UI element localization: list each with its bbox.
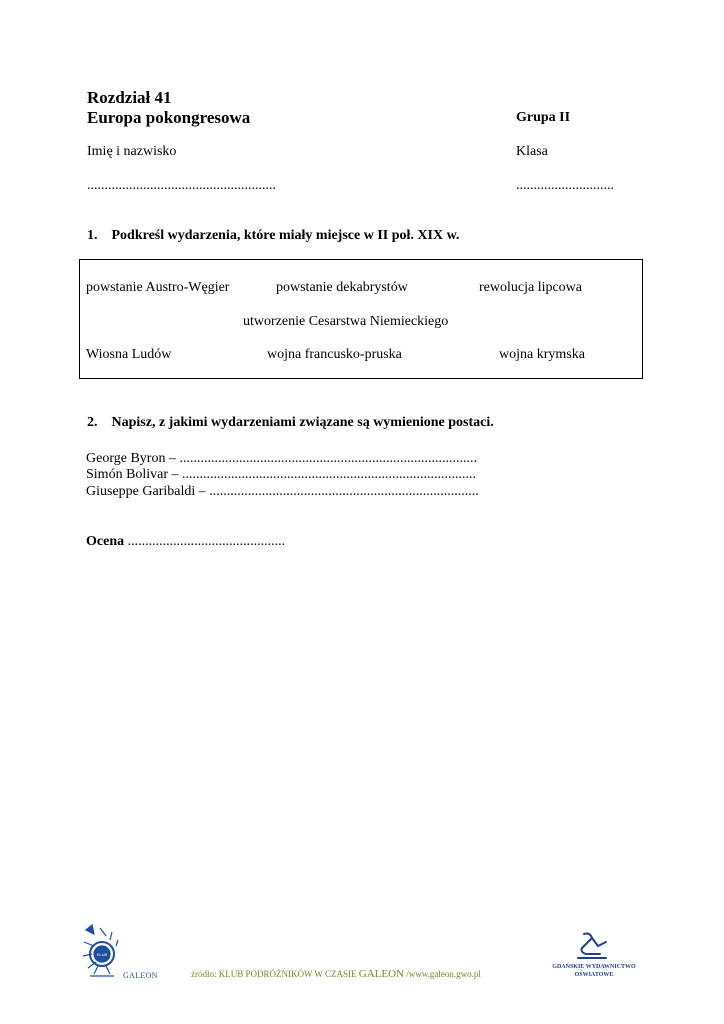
gwo-pelican-icon bbox=[572, 930, 612, 962]
group-label: Grupa II bbox=[516, 110, 571, 125]
gwo-logo bbox=[572, 930, 612, 962]
name-label: Imię i nazwisko bbox=[87, 144, 177, 159]
name-dotted-line: ...................................................... bbox=[87, 178, 276, 193]
event-item: utworzenie Cesarstwa Niemieckiego bbox=[243, 314, 449, 329]
task1-heading: 1. Podkreśl wydarzenia, które miały miejsce w II poł. XIX w. bbox=[87, 228, 460, 243]
person-line: George Byron – ..................................................................................... bbox=[86, 451, 477, 466]
gwo-line2: OŚWIATOWE bbox=[574, 972, 614, 978]
chapter-title: Rozdział 41 bbox=[87, 88, 172, 107]
class-label: Klasa bbox=[516, 144, 548, 159]
topic-title: Europa pokongresowa bbox=[87, 108, 251, 127]
gwo-text bbox=[548, 963, 640, 979]
person-line: Giuseppe Garibaldi – ............................................................................. bbox=[86, 484, 479, 499]
event-item: rewolucja lipcowa bbox=[479, 280, 583, 295]
event-item: powstanie Austro-Węgier bbox=[86, 280, 230, 295]
event-item: powstanie dekabrystów bbox=[276, 280, 408, 295]
grade-label: Ocena bbox=[86, 534, 125, 549]
event-item: wojna francusko-pruska bbox=[267, 347, 402, 362]
person-line: Simón Bolivar – .................................................................................... bbox=[86, 467, 477, 482]
source-suffix: /www.galeon.gwo.pl bbox=[403, 969, 481, 979]
galeon-logo-text: GALEON bbox=[123, 971, 158, 980]
grade-line bbox=[86, 534, 285, 550]
source-galeon: GALEON bbox=[358, 968, 404, 980]
class-dotted-line: ............................ bbox=[516, 178, 614, 193]
task2-heading: 2. Napisz, z jakimi wydarzeniami związane są wymienione postaci. bbox=[87, 415, 494, 430]
grade-dots: ............................................. bbox=[124, 534, 286, 549]
source-prefix: źródło: KLUB PODRÓŻNIKÓW W CZASIE bbox=[191, 969, 359, 979]
svg-text:KLUB: KLUB bbox=[96, 952, 108, 957]
event-item: wojna krymska bbox=[499, 347, 585, 362]
source-line bbox=[191, 968, 481, 980]
gwo-line1: GDAŃSKIE WYDAWNICTWO bbox=[552, 964, 636, 970]
event-item: Wiosna Ludów bbox=[86, 347, 172, 362]
